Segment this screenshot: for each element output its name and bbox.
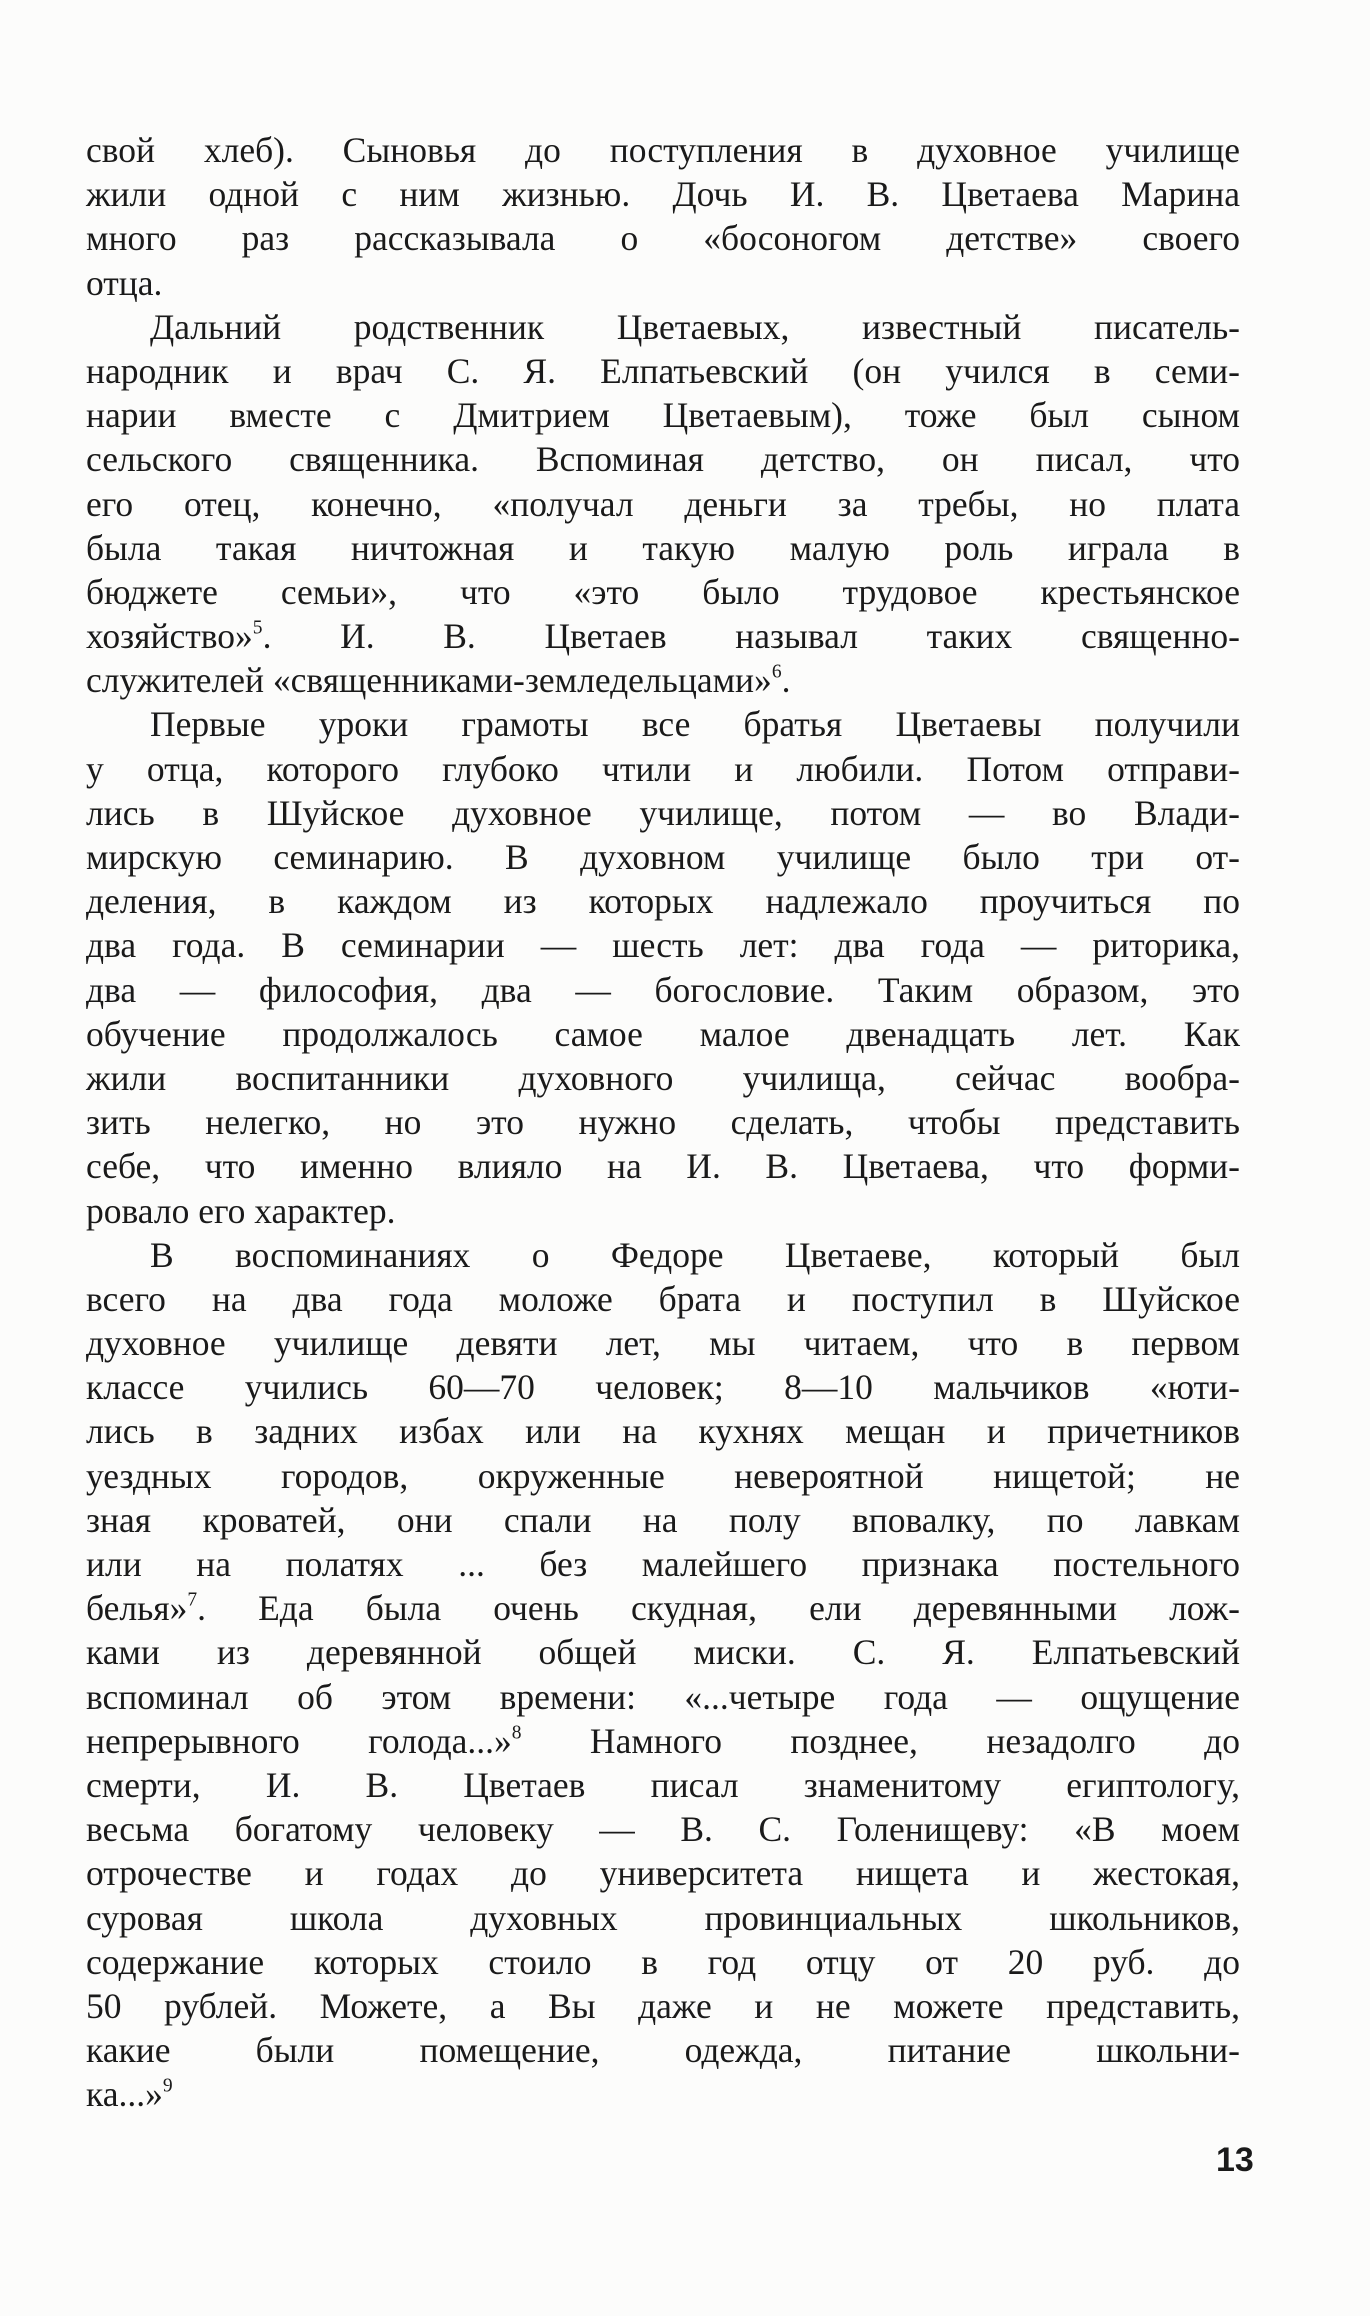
text-line (86, 747, 1240, 791)
text-line (86, 1012, 1240, 1056)
text-line (86, 1100, 1240, 1144)
line-text: народник и врач С. Я. Елпатьевский (он учился в семи- (86, 350, 1240, 391)
footnote-marker: 5 (252, 617, 263, 639)
text-line (86, 1189, 1240, 1233)
text-line (86, 1365, 1240, 1409)
text-line (86, 1277, 1240, 1321)
text-line (86, 791, 1240, 835)
line-text: ка...» (86, 2074, 163, 2115)
line-text-continued: . И. В. Цветаев называл таких священно- (262, 616, 1240, 657)
line-text: много раз рассказывала о «босоногом детстве» своего (86, 218, 1240, 259)
paragraph (86, 1233, 1240, 2117)
line-text: бюджете семьи», что «это было трудовое крестьянское (86, 571, 1240, 612)
text-line (86, 526, 1240, 570)
text-line (86, 2028, 1240, 2072)
line-text: деления, в каждом из которых надлежало проучиться по (86, 881, 1240, 922)
line-text: жили одной с ним жизнью. Дочь И. В. Цветаева Марина (86, 174, 1240, 215)
text-line (86, 1807, 1240, 1851)
line-text: В воспоминаниях о Федоре Цветаеве, который был (150, 1234, 1240, 1275)
line-text: жили воспитанники духовного училища, сейчас вообра- (86, 1057, 1240, 1098)
text-line (86, 968, 1240, 1012)
text-line (86, 1144, 1240, 1188)
line-text: непрерывного голода...» (86, 1720, 512, 1761)
line-text-continued: . (781, 660, 791, 701)
line-text: себе, что именно влияло на И. В. Цветаева, что форми- (86, 1146, 1240, 1187)
text-line (86, 614, 1240, 658)
line-text-continued: Намного позднее, незадолго до (521, 1720, 1240, 1761)
line-text: ками из деревянной общей миски. С. Я. Елпатьевский (86, 1632, 1240, 1673)
text-line (86, 879, 1240, 923)
line-text-continued: . Еда была очень скудная, ели деревянными лож- (197, 1588, 1240, 1629)
line-text: нарии вместе с Дмитрием Цветаевым), тоже был сыном (86, 395, 1240, 436)
line-text: зная кроватей, они спали на полу вповалку, по лавкам (86, 1499, 1240, 1540)
paragraph (86, 128, 1240, 305)
line-text: лись в задних избах или на кухнях мещан и причетников (86, 1411, 1240, 1452)
text-line (86, 437, 1240, 481)
line-text: у отца, которого глубоко чтили и любили. Потом отправи- (86, 748, 1240, 789)
line-text: обучение продолжалось самое малое двенадцать лет. Как (86, 1013, 1240, 1054)
line-text: какие были помещение, одежда, питание школьни- (86, 2030, 1240, 2071)
text-line (86, 1675, 1240, 1719)
text-line (86, 261, 1240, 305)
paragraph (86, 702, 1240, 1232)
line-text: два — философия, два — богословие. Таким образом, это (86, 969, 1240, 1010)
line-text: отца. (86, 262, 163, 303)
text-line (86, 1984, 1240, 2028)
line-text: свой хлеб). Сыновья до поступления в духовное училище (86, 130, 1240, 170)
line-text: или на полатях ... без малейшего признака постельного (86, 1544, 1240, 1584)
line-text: вспоминал об этом времени: «...четыре года — ощущение (86, 1676, 1240, 1717)
line-text: была такая ничтожная и такую малую роль играла в (86, 527, 1240, 568)
text-line (86, 1409, 1240, 1453)
text-line (86, 1851, 1240, 1895)
line-text: Дальний родственник Цветаевых, известный писатель- (150, 306, 1240, 347)
text-line (86, 702, 1240, 746)
line-text: зить нелегко, но это нужно сделать, чтобы представить (86, 1102, 1240, 1143)
page-number: 13 (1216, 2141, 1254, 2179)
text-line (86, 570, 1240, 614)
text-line (86, 349, 1240, 393)
line-text: его отец, конечно, «получал деньги за требы, но плата (86, 483, 1240, 524)
text-line (86, 1321, 1240, 1365)
text-line (86, 1719, 1240, 1763)
footnote-marker: 6 (771, 661, 782, 683)
text-line (86, 835, 1240, 879)
text-line (86, 1763, 1240, 1807)
line-text: 50 рублей. Можете, а Вы даже и не можете представить, (86, 1985, 1240, 2026)
text-line (86, 1630, 1240, 1674)
line-text: классе учились 60—70 человек; 8—10 мальчиков «юти- (86, 1367, 1240, 1408)
text-line (86, 2072, 1240, 2116)
text-line (86, 923, 1240, 967)
footnote-marker: 9 (162, 2075, 173, 2097)
line-text: весьма богатому человеку — В. С. Голенищеву: «В моем (86, 1809, 1240, 1850)
line-text: суровая школа духовных провинциальных школьников, (86, 1897, 1240, 1938)
footnote-marker: 8 (511, 1722, 522, 1744)
line-text: два года. В семинарии — шесть лет: два года — риторика, (86, 925, 1240, 966)
line-text: содержание которых стоило в год отцу от 20 руб. до (86, 1941, 1240, 1982)
text-line (86, 1056, 1240, 1100)
text-line (86, 393, 1240, 437)
text-line (86, 482, 1240, 526)
line-text: хозяйство» (86, 616, 253, 657)
text-line (86, 1586, 1240, 1630)
text-line (86, 172, 1240, 216)
line-text: лись в Шуйское духовное училище, потом — во Влади- (86, 792, 1240, 833)
body-text (86, 128, 1240, 2116)
line-text: Первые уроки грамоты все братья Цветаевы получили (150, 704, 1240, 745)
line-text: всего на два года моложе брата и поступил в Шуйское (86, 1278, 1240, 1319)
footnote-marker: 7 (187, 1589, 198, 1611)
line-text: духовное училище девяти лет, мы читаем, что в первом (86, 1323, 1240, 1364)
text-line (86, 305, 1240, 349)
line-text: сельского священника. Вспоминая детство, он писал, что (86, 439, 1240, 480)
text-line (86, 1940, 1240, 1984)
text-line (86, 128, 1240, 172)
line-text: белья» (86, 1588, 188, 1629)
text-line (86, 1454, 1240, 1498)
line-text: уездных городов, окруженные невероятной нищетой; не (86, 1455, 1240, 1496)
text-line (86, 1896, 1240, 1940)
text-line (86, 216, 1240, 260)
line-text: отрочестве и годах до университета нищета и жестокая, (86, 1853, 1240, 1894)
line-text: мирскую семинарию. В духовном училище было три от- (86, 837, 1240, 877)
text-line (86, 658, 1240, 702)
line-text: служителей «священниками-земледельцами» (86, 660, 772, 701)
text-line (86, 1498, 1240, 1542)
text-line (86, 1542, 1240, 1586)
paragraph (86, 305, 1240, 703)
line-text: ровало его характер. (86, 1190, 396, 1231)
line-text: смерти, И. В. Цветаев писал знаменитому египтологу, (86, 1764, 1240, 1805)
text-line (86, 1233, 1240, 1277)
